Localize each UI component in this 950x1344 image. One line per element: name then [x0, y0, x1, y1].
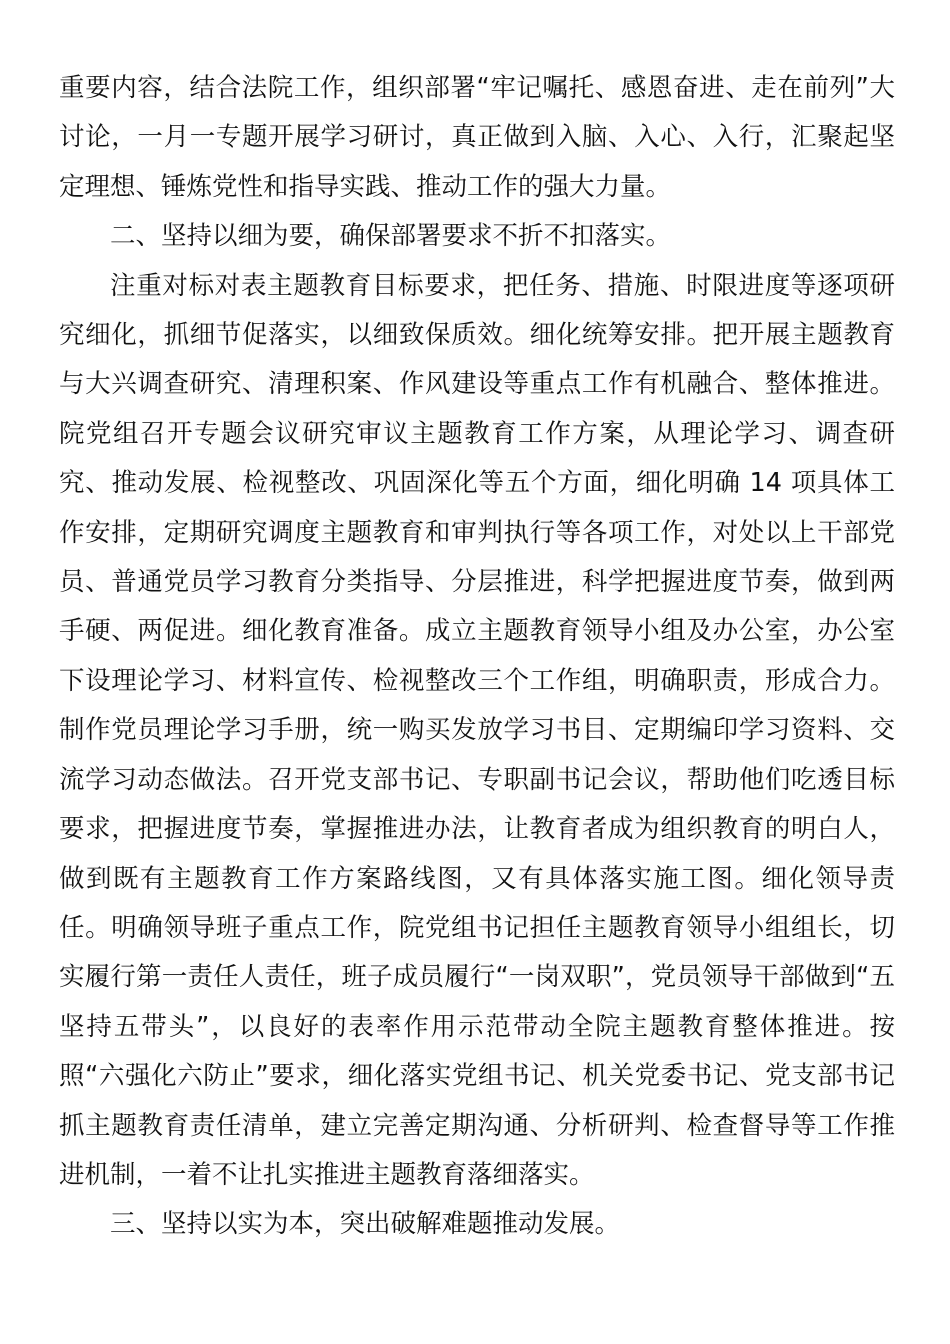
section-heading-3: 三、坚持以实为本，突出破解难题推动发展。 — [110, 1209, 621, 1240]
paragraph-continued: 重要内容，结合法院工作，组织部署“牢记嘱托、感恩奋进、走在前列”大讨论，一月一专题开展学习研讨，真正做到入脑、入心、入行，汇聚起坚定理想、锤炼党性和指导实践、推动工作的强大力量。 — [59, 73, 895, 202]
document-body — [59, 64, 895, 1250]
paragraph-body: 注重对标对表主题教育目标要求，把任务、措施、时限进度等逐项研究细化，抓细节促落实，以细致保质效。细化统筹安排。把开展主题教育与大兴调查研究、清理积案、作风建设等重点工作有机融合、整体推进。院党组召开专题会议研究审议主题教育工作方案，从理论学习、调查研究、推动发展、检视整改、巩固深化等五个方面，细化明确 14 项具体工作安排，定期研究调度主题教育和审判执行等各项工作，对处以上干部党员、普通党员学习教育分类指导、分层推进，科学把握进度节奏，做到两手硬、两促进。细化教育准备。成立主题教育领导小组及办公室，办公室下设理论学习、材料宣传、检视整改三个工作组，明确职责，形成合力。制作党员理论学习手册，统一购买发放学习书目、定期编印学习资料、交流学习动态做法。召开党支部书记、专职副书记会议，帮助他们吃透目标要求，把握进度节奏，掌握推进办法，让教育者成为组织教育的明白人，做到既有主题教育工作方案路线图，又有具体落实施工图。细化领导责任。明确领导班子重点工作，院党组书记担任主题教育领导小组组长，切实履行第一责任人责任，班子成员履行“一岗双职”，党员领导干部做到“五坚持五带头”，以良好的表率作用示范带动全院主题教育整体推进。按照“六强化六防止”要求，细化落实党组书记、机关党委书记、党支部书记抓主题教育责任清单，建立完善定期沟通、分析研判、检查督导等工作推进机制，一着不让扎实推进主题教育落细落实。 — [59, 270, 895, 1190]
section-heading-2: 二、坚持以细为要，确保部署要求不折不扣落实。 — [110, 221, 672, 252]
